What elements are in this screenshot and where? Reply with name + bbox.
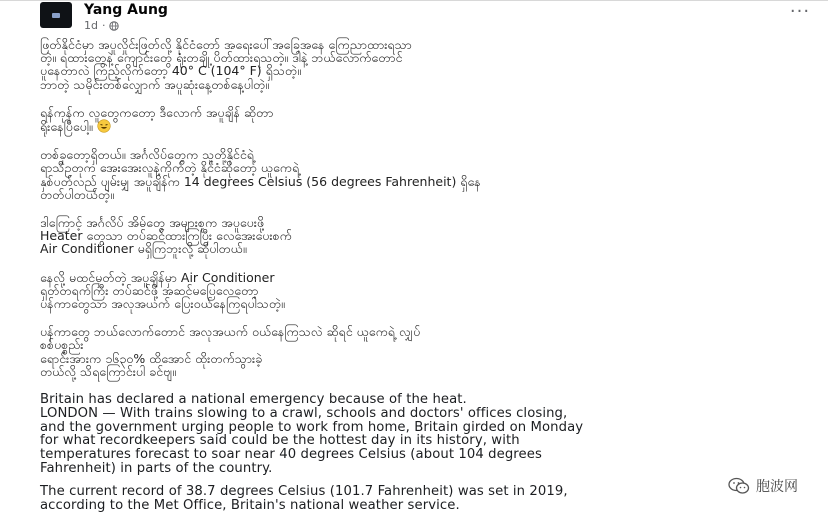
laughing-emoji-icon: [97, 119, 111, 134]
english-line: Fahrenheit) in parts of the country.: [40, 461, 273, 477]
avatar[interactable]: [40, 2, 72, 28]
burmese-line: ဖြတ်နိုင်ငံမှာ အပူလှိုင်းဖြတ်လို့ နိုင်ငံတော် အရေးပေါ်အခြေအနေ ကြေညာထားရသာ: [40, 37, 412, 52]
english-line: and the government urging people to work from home, Britain girded on Monday: [40, 419, 584, 435]
burmese-line: ဘာတဲ့ သမိုင်းတစ်လျှောက် အပူဆုံးနေ့တစ်နေ့ပါတဲ့။: [40, 76, 269, 92]
burmese-paragraph: [40, 216, 820, 256]
burmese-line: တစ်ခုတော့ရှိတယ်။ အင်္ဂလိပ်တွေက သူတို့နိုင်ငံရဲ့: [40, 147, 254, 163]
english-line: LONDON — With trains slowing to a crawl, schools and doctors' offices closing,: [40, 405, 568, 421]
burmese-line: ရန်ကုန်က လူတွေကတော့ ဒီလောက် အပူချိန် ဆိုတာ: [40, 104, 274, 120]
top-divider: [0, 0, 828, 1]
english-paragraph: [40, 393, 820, 476]
author-name[interactable]: Yang Aung: [84, 2, 168, 18]
watermark-text: 胞波网: [756, 479, 798, 495]
watermark: [728, 476, 798, 496]
burmese-line: Heater တွေသာ တပ်ဆင်ထားကြပြီး လေအေးပေးစက်: [40, 228, 292, 244]
burmese-line: ပန်ကာတွေသာ အလုအယက် ပြေးဝယ်နေကြရပါသတဲ့။: [40, 296, 285, 312]
post-header: [40, 2, 168, 32]
burmese-line: စစ်ပစ္စည်း: [40, 337, 84, 353]
burmese-line: Air Conditioner မရှိကြဘူးလို့ ဆိုပါတယ်။: [40, 241, 247, 257]
avatar-image: [52, 13, 60, 18]
burmese-paragraph: [40, 106, 820, 133]
post-meta: [84, 19, 168, 32]
burmese-paragraph: [40, 325, 820, 378]
burmese-line: နှစ်ပတ်လည် ပျမ်းမျှ အပူချိန်က 14 degrees Celsius (56 degrees Fahrenheit) ရှိနေ: [40, 173, 481, 189]
burmese-line: နေလို့ မထင်မှတ်တဲ့ အပူချိန်မှာ Air Conditioner: [40, 269, 275, 285]
burmese-paragraph: [40, 148, 820, 201]
english-line: temperatures forecast to soar near 40 degrees Celsius (about 104 degrees: [40, 447, 542, 463]
english-line: Britain has declared a national emergency because of the heat.: [40, 392, 467, 408]
burmese-line: ပူနေတာလဲ ကြည့်လိုက်တော့ 40° C (104° F) ရှိသတဲ့။: [40, 63, 301, 79]
meta-separator: ·: [101, 19, 106, 32]
english-line: for what recordkeepers said could be the hottest day in its history, with: [40, 433, 520, 449]
english-line: The current record of 38.7 degrees Celsius (101.7 Fahrenheit) was set in 2019,: [40, 483, 568, 499]
english-text: [40, 393, 820, 512]
burmese-line: တယ်လို့ သိရကြောင်းပါ ခင်ဗျ။: [40, 363, 176, 379]
english-line: according to the Met Office, Britain's national weather service.: [40, 497, 460, 513]
burmese-text: [40, 38, 820, 378]
burmese-paragraph: [40, 271, 820, 311]
burmese-line: ရိုးနေပြီပေါ့။: [40, 119, 820, 133]
burmese-paragraph: [40, 38, 820, 91]
more-options-icon[interactable]: ···: [789, 0, 811, 22]
burmese-line: တတ်ပါတယ်တဲ့။: [40, 186, 114, 202]
post-time[interactable]: 1d: [84, 19, 98, 32]
burmese-line: ပန်ကာတွေ ဘယ်လောက်တောင် အလုအယက် ဝယ်နေကြသလဲ ဆိုရင် ယူကေရဲ့ လျှပ်: [40, 324, 421, 340]
wechat-icon: [728, 477, 750, 495]
burmese-line: ရောင်းအားက ၁၆၃၀% ထိအောင် ထိုးတက်သွားခဲ့: [40, 350, 263, 366]
globe-icon: [109, 21, 119, 31]
burmese-line: ဒါကြောင့် အင်္ဂလိပ် အိမ်တွေ အများစုက အပူပေးဖို့: [40, 215, 265, 231]
author-block: [84, 2, 168, 32]
burmese-line: တဲ့။ ရထားတွေနဲ့ ကျောင်းတွေ ရုံးတချို့ ပိတ်ထားရသတဲ့။ ဒါနဲ့ ဘယ်လောက်တောင်: [40, 50, 403, 66]
post-body: [40, 38, 820, 521]
burmese-line: ရှတ်တရက်ကြီး တပ်ဆင်ဖို့ အဆင်မပြေလေတော့: [40, 282, 259, 298]
burmese-line: ရာသီဥတုက အေးအေးလူနဲ့ကိုက်တဲ့ နိုင်ငံဆိုတော့ ယူကေရဲ့: [40, 160, 300, 176]
